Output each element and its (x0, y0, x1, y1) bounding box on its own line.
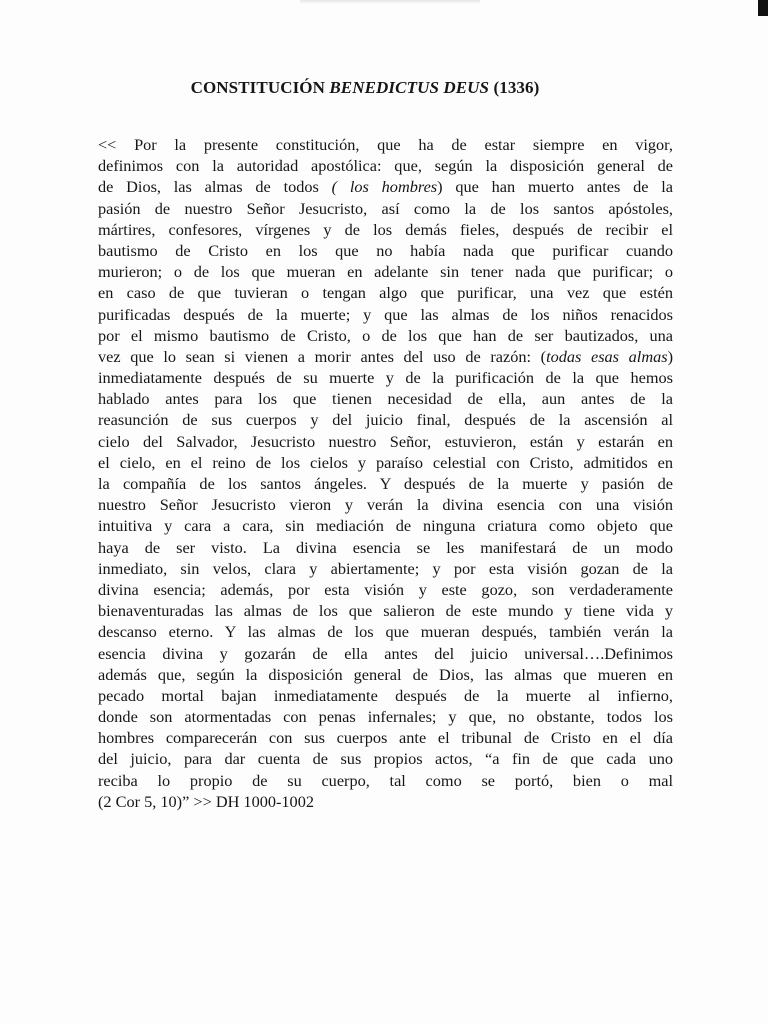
title-suffix: (1336) (489, 78, 540, 97)
text-segment: pecado mortal bajan inmediatamente después de la muerte al infierno, (98, 685, 673, 705)
text-segment: hablado antes para los que tienen necesidad de ella, aun antes de la (98, 389, 673, 409)
text-line (98, 685, 673, 706)
text-line (98, 431, 673, 452)
text-segment: ) que han muerto antes de la (437, 177, 674, 197)
text-segment: de Dios, las almas de todos (98, 177, 332, 197)
text-line (98, 706, 673, 727)
text-line (98, 727, 673, 748)
scan-edge-shadow (300, 0, 480, 4)
text-segment: bienaventuradas las almas de los que salieron de este mundo y tiene vida y (98, 601, 673, 621)
text-line (98, 346, 673, 367)
text-segment: inmediato, sin velos, clara y abiertamente; y por esta visión gozan de la (98, 558, 673, 578)
text-line (98, 155, 673, 176)
italic-segment: ( los hombres (331, 177, 438, 197)
text-segment: además que, según la disposición general de Dios, las almas que mueren en (98, 664, 673, 684)
text-segment: del juicio, para dar cuenta de sus propios actos, “a fin de que cada uno (98, 749, 673, 769)
text-segment: nuestro Señor Jesucristo vieron y verán la divina esencia con una visión (98, 495, 673, 515)
text-segment: en caso de que tuvieran o tengan algo que purificar, una vez que estén (98, 283, 673, 303)
text-segment: el cielo, en el reino de los cielos y paraíso celestial con Cristo, admitidos en (98, 452, 673, 472)
text-segment: inmediatamente después de su muerte y de la purificación de la que hemos (98, 368, 673, 388)
text-line (98, 367, 673, 388)
text-segment: vez que lo sean si vienen a morir antes del uso de razón: ( (98, 346, 547, 366)
text-segment: murieron; o de los que mueran en adelante sin tener nada que purificar; o (98, 262, 673, 282)
text-segment: la compañía de los santos ángeles. Y después de la muerte y pasión de (98, 474, 673, 493)
text-line (98, 325, 673, 346)
text-segment: donde son atormentadas con penas infernales; y que, no obstante, todos los (98, 707, 673, 727)
text-segment: por el mismo bautismo de Cristo, o de los que han de ser bautizados, una (98, 325, 673, 345)
text-line (98, 537, 673, 558)
text-line (98, 176, 673, 197)
title-prefix: CONSTITUCIÓN (190, 78, 330, 97)
text-line (98, 621, 673, 642)
text-line (98, 558, 673, 579)
text-line (98, 600, 673, 621)
text-segment: << Por la presente constitución, que ha de estar siempre en vigor, (98, 135, 673, 154)
text-line (98, 134, 673, 155)
text-segment: reasunción de sus cuerpos y del juicio final, después de la ascensión al (98, 410, 673, 430)
text-segment: bautismo de Cristo en los que no había nada que purificar cuando (98, 240, 673, 260)
text-segment: hombres comparecerán con sus cuerpos ante el tribunal de Cristo en el día (98, 728, 673, 748)
text-line (98, 643, 673, 664)
text-line (98, 770, 673, 791)
text-line (98, 791, 673, 812)
text-line (98, 473, 673, 494)
text-segment: intuitiva y cara a cara, sin mediación de ninguna criatura como objeto que (98, 516, 673, 536)
text-segment: definimos con la autoridad apostólica: que, según la disposición general de (98, 156, 673, 176)
text-line (98, 240, 673, 261)
text-segment: esencia divina y gozarán de ella antes del juicio universal….Definimos (98, 643, 673, 663)
text-line (98, 261, 673, 282)
text-line (98, 304, 673, 325)
text-segment: descanso eterno. Y las almas de los que mueran después, también verán la (98, 622, 673, 642)
text-line (98, 388, 673, 409)
text-segment: ) (667, 346, 673, 366)
italic-segment: todas esas almas (546, 346, 668, 366)
text-segment: divina esencia; además, por esta visión y este gozo, son verdaderamente (98, 579, 673, 599)
text-segment: mártires, confesores, vírgenes y de los demás fieles, después de recibir el (98, 219, 673, 239)
text-segment: haya de ser visto. La divina esencia se les manifestará de un modo (98, 537, 673, 557)
text-segment: pasión de nuestro Señor Jesucristo, así como la de los santos apóstoles, (98, 198, 673, 218)
text-segment: cielo del Salvador, Jesucristo nuestro Señor, estuvieron, están y estarán en (98, 431, 673, 451)
scan-corner-mark (758, 0, 768, 16)
text-line (98, 282, 673, 303)
text-segment: (2 Cor 5, 10)” >> DH 1000-1002 (98, 791, 314, 811)
text-line (98, 198, 673, 219)
text-line (98, 579, 673, 600)
title-italic: BENEDICTUS DEUS (329, 78, 490, 97)
document-title (0, 78, 730, 98)
text-line (98, 515, 673, 536)
text-line (98, 219, 673, 240)
text-line (98, 748, 673, 769)
text-line (98, 452, 673, 473)
text-line (98, 494, 673, 515)
text-segment: purificadas después de la muerte; y que las almas de los niños renacidos (98, 304, 673, 324)
text-segment: reciba lo propio de su cuerpo, tal como se portó, bien o mal (98, 770, 673, 790)
text-line (98, 664, 673, 685)
text-line (98, 409, 673, 430)
body-paragraph (98, 134, 673, 812)
